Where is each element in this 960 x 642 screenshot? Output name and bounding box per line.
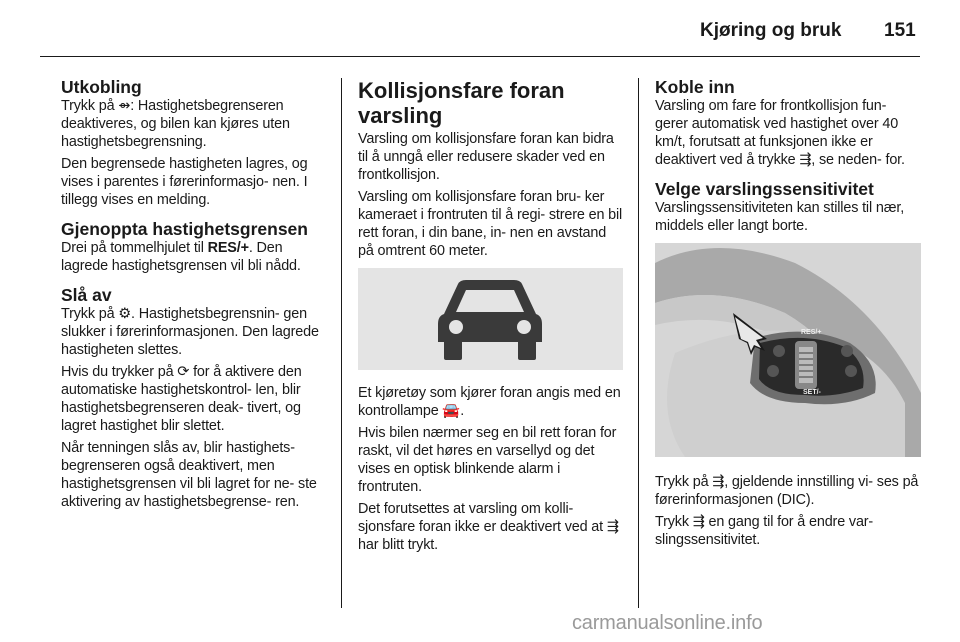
header-rule (40, 56, 920, 57)
paragraph: Hvis bilen nærmer seg en bil rett foran for raskt, vil det høres en varsellyd og det vises en optisk blinkende alarm i frontruten. (358, 425, 617, 495)
column-2 (358, 78, 623, 558)
text-run: Drei på tommelhjulet til (61, 240, 208, 256)
paragraph: Trykk på ⇶, gjeldende innstilling vi- ses på førerinformasjonen (DIC). (655, 474, 919, 508)
column-divider-2 (638, 78, 639, 608)
paragraph: Hvis du trykker på ⟳ for å aktivere den automatiske hastighetskontrol- len, blir hastighetsbegrenseren deak- tivert, og lagret hastighet blir slettet. (61, 364, 302, 434)
res-label: RES/+ (207, 240, 249, 256)
res-button-label: RES/+ (801, 329, 822, 336)
paragraph: Det forutsettes at varsling om kolli- sjonsfare foran ikke er deaktivert ved at ⇶ har blitt trykt. (358, 501, 619, 553)
paragraph: Når tenningen slås av, blir hastighets- begrenseren også deaktivert, men hastighetsgrensen vil bli lagret for ne- ste aktivering av hastighetsbegrense- ren. (61, 440, 317, 510)
vehicle-ahead-icon (430, 274, 550, 364)
column-divider-1 (341, 78, 342, 608)
steering-wheel-controls-image (655, 243, 921, 457)
paragraph: Trykk ⇶ en gang til for å endre var- slingssensitivitet. (655, 514, 874, 548)
heading-gjenoppta: Gjenoppta hastighetsgrensen (61, 219, 308, 239)
paragraph: Varsling om kollisjonsfare foran bru- ker kameraet i frontruten til å regi- strere en bil rett foran, i din bane, in- nen en avstand på omtrent 60 meter. (358, 189, 623, 259)
paragraph: Varsling om kollisjonsfare foran kan bidra til å unngå eller redusere skader ved en frontkollisjon. (358, 131, 614, 183)
paragraph: Et kjøretøy som kjører foran angis med en kontrollampe 🚘. (358, 385, 621, 419)
paragraph: Trykk på ⇴: Hastighetsbegrenseren deaktiveres, og bilen kan kjøres uten hastighetsbegrensning. (61, 98, 290, 150)
paragraph: Trykk på ⚙. Hastighetsbegrensnin- gen slukker i førerinformasjonen. Den lagrede hastigheten slettes. (61, 306, 319, 358)
text-run: . Den lagrede hastighetsgrensen vil bli nådd. (61, 240, 301, 274)
heading-utkobling: Utkobling (61, 77, 142, 97)
heading-velge-varslingssensitivitet: Velge varslingssensitivitet (655, 179, 874, 199)
paragraph: Den begrensede hastigheten lagres, og vises i parentes i førerinformasjo- nen. I tillegg vises en melding. (61, 156, 308, 208)
paragraph: Varslingssensitiviteten kan stilles til nær, middels eller langt borte. (655, 200, 905, 234)
heading-sla-av: Slå av (61, 285, 112, 305)
watermark: carmanualsonline.info (572, 612, 763, 634)
column-3 (655, 78, 921, 553)
paragraph: Varsling om fare for frontkollisjon fun- gerer automatisk ved hastighet over 40 km/t, forutsatt at funksjonen ikke er deaktivert ved å trykke ⇶, se neden- for. (655, 98, 905, 168)
heading-kollisjonsfare: Kollisjonsfare foran varsling (358, 78, 565, 128)
paragraph (61, 239, 326, 275)
steering-wheel-figure (655, 243, 921, 457)
column-1 (61, 78, 326, 515)
heading-koble-inn: Koble inn (655, 77, 735, 97)
page-number: 151 (884, 20, 916, 41)
page-header-title: Kjøring og bruk (700, 20, 842, 41)
set-button-label: SET/- (803, 389, 821, 396)
vehicle-ahead-figure (358, 268, 623, 370)
